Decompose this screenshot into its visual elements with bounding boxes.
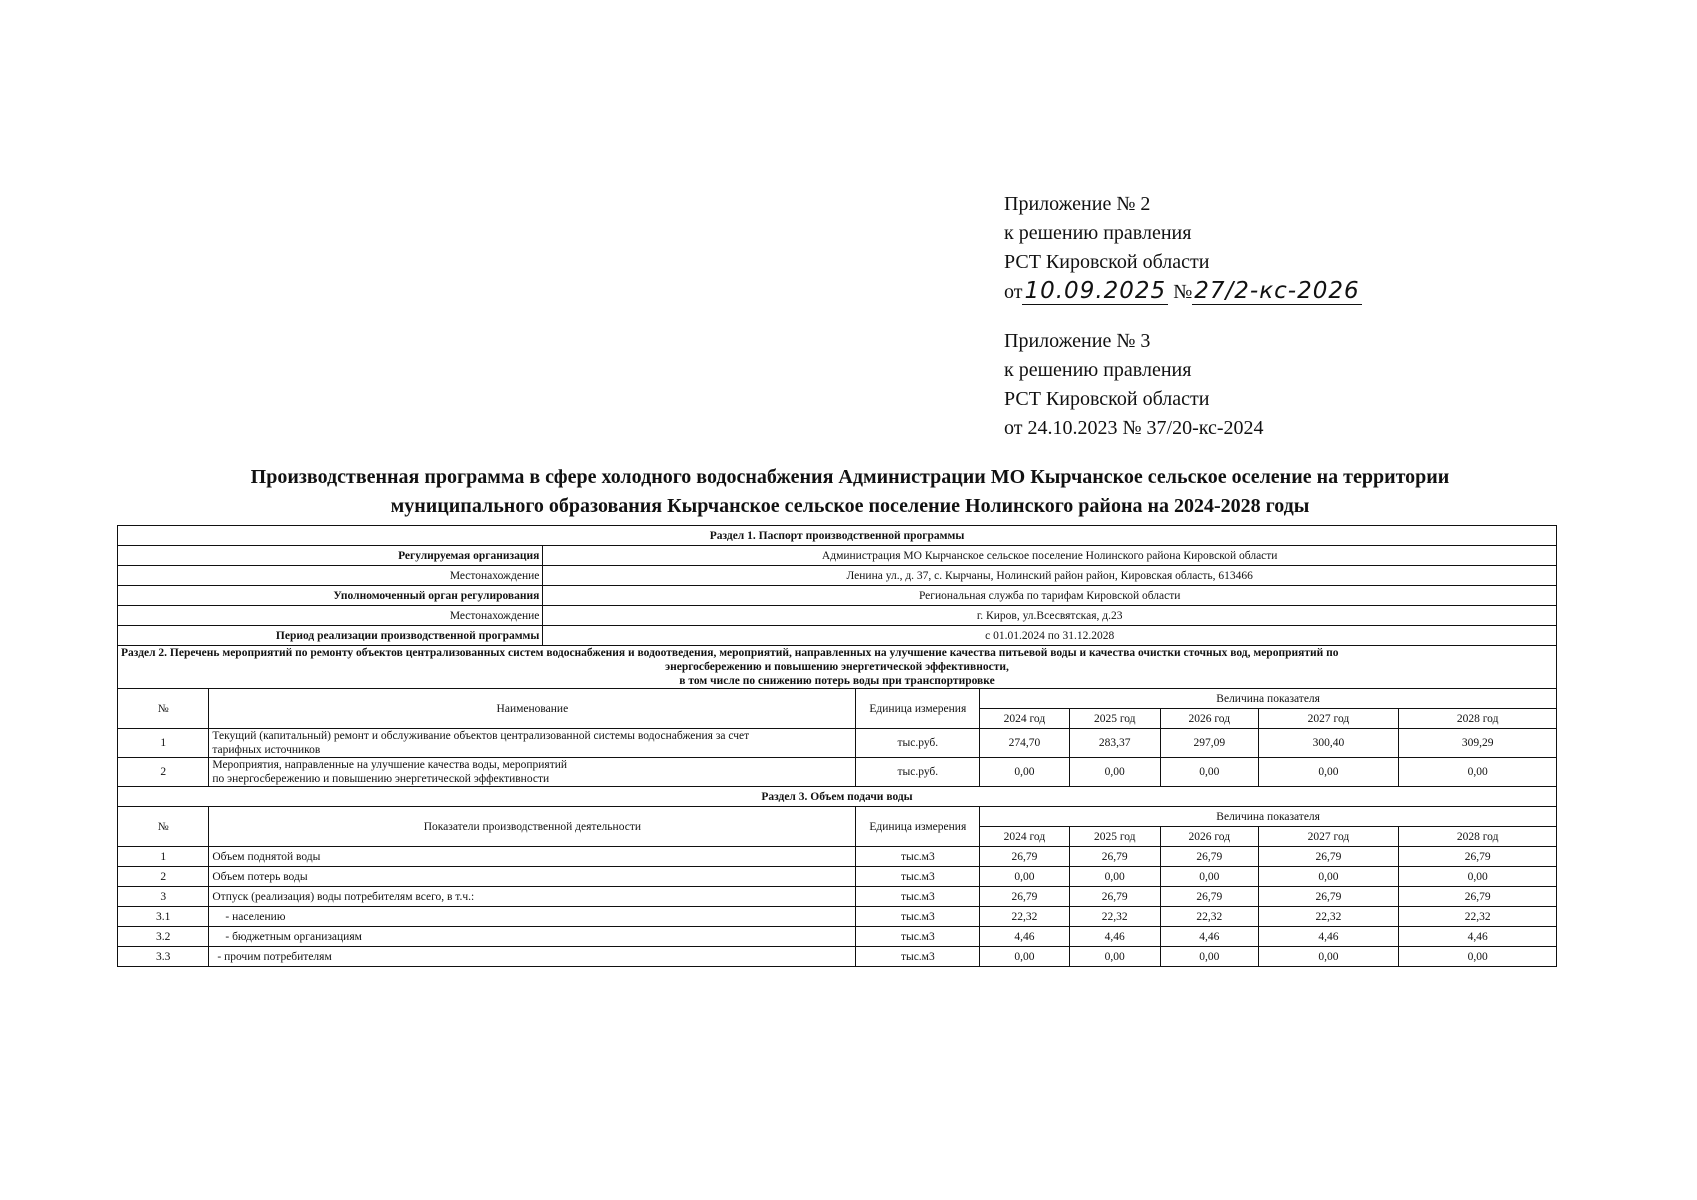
row-value: 0,00 (1160, 947, 1258, 967)
row-value: 22,32 (1160, 907, 1258, 927)
row-value: 0,00 (980, 758, 1069, 787)
row-value: 4,46 (1160, 927, 1258, 947)
column-header-unit: Единица измерения (856, 807, 980, 847)
row-value: 26,79 (1160, 847, 1258, 867)
row-number: 3.3 (118, 947, 209, 967)
row-name-line-2: по энергосбережению и повышению энергетической эффективности (212, 773, 550, 785)
title-line-2: муниципального образования Кырчанское сельское поселение Нолинского района на 2024-2028 годы (390, 495, 1310, 517)
date-prefix: от (1004, 281, 1023, 303)
passport-row (118, 546, 1557, 566)
row-value: 0,00 (1258, 867, 1399, 887)
year-header: 2024 год (980, 827, 1069, 847)
row-value: 0,00 (1258, 947, 1399, 967)
row-name (209, 729, 856, 758)
row-number: 1 (118, 847, 209, 867)
row-value: 26,79 (980, 887, 1069, 907)
annex-2-block (1004, 190, 1362, 307)
annex-3-decision: к решению правления (1004, 359, 1192, 381)
row-unit: тыс.м3 (856, 927, 980, 947)
row-value: 0,00 (980, 947, 1069, 967)
row-value: 4,46 (1069, 927, 1160, 947)
year-header: 2025 год (1069, 709, 1160, 729)
year-header: 2026 год (1160, 709, 1258, 729)
row-value: 26,79 (1160, 887, 1258, 907)
passport-row (118, 606, 1557, 626)
section-1-header-row (118, 526, 1557, 546)
table-row (118, 729, 1557, 758)
row-unit: тыс.руб. (856, 758, 980, 787)
row-value: 0,00 (1160, 758, 1258, 787)
table-row (118, 847, 1557, 867)
handwritten-number: 27/2-кс-2026 (1194, 278, 1360, 304)
row-number: 3.1 (118, 907, 209, 927)
annex-2-date-line (1004, 277, 1362, 307)
row-value: 26,79 (1399, 887, 1557, 907)
row-name: - бюджетным организациям (209, 927, 856, 947)
row-value: 4,46 (1399, 927, 1557, 947)
row-value: 0,00 (1160, 867, 1258, 887)
row-value: 309,29 (1399, 729, 1557, 758)
row-value: 0,00 (1069, 867, 1160, 887)
row-name: Отпуск (реализация) воды потребителям всего, в т.ч.: (209, 887, 856, 907)
passport-label: Местонахождение (118, 566, 543, 586)
year-header: 2027 год (1258, 827, 1399, 847)
year-header: 2026 год (1160, 827, 1258, 847)
row-name: Объем потерь воды (209, 867, 856, 887)
table-row (118, 907, 1557, 927)
row-unit: тыс.руб. (856, 729, 980, 758)
passport-value: Региональная служба по тарифам Кировской области (543, 586, 1557, 606)
row-value: 26,79 (1069, 847, 1160, 867)
annex-2-authority: РСТ Кировской области (1004, 251, 1210, 273)
passport-label: Уполномоченный орган регулирования (118, 586, 543, 606)
table-row (118, 887, 1557, 907)
row-name (209, 758, 856, 787)
row-value: 4,46 (1258, 927, 1399, 947)
row-value: 26,79 (1258, 847, 1399, 867)
row-value: 22,32 (1399, 907, 1557, 927)
section-3-header-row (118, 787, 1557, 807)
section-2-header-row (118, 646, 1557, 689)
row-value: 274,70 (980, 729, 1069, 758)
passport-label: Регулируемая организация (118, 546, 543, 566)
row-value: 0,00 (1069, 758, 1160, 787)
row-unit: тыс.м3 (856, 847, 980, 867)
table-row (118, 867, 1557, 887)
annex-3-block (1004, 327, 1264, 443)
annex-3-title: Приложение № 3 (1004, 330, 1151, 352)
row-value: 4,46 (980, 927, 1069, 947)
row-value: 22,32 (1069, 907, 1160, 927)
row-value: 26,79 (980, 847, 1069, 867)
table-row (118, 947, 1557, 967)
row-value: 26,79 (1399, 847, 1557, 867)
row-unit: тыс.м3 (856, 887, 980, 907)
row-value: 0,00 (1258, 758, 1399, 787)
row-value: 283,37 (1069, 729, 1160, 758)
row-name: Объем поднятой воды (209, 847, 856, 867)
number-prefix: № (1173, 281, 1193, 303)
row-value: 0,00 (980, 867, 1069, 887)
row-name-line-1: Мероприятия, направленные на улучшение качества воды, мероприятий (212, 759, 568, 771)
passport-label: Местонахождение (118, 606, 543, 626)
row-value: 297,09 (1160, 729, 1258, 758)
document-title (150, 463, 1550, 521)
row-value: 26,79 (1258, 887, 1399, 907)
year-header: 2028 год (1399, 827, 1557, 847)
handwritten-date: 10.09.2025 (1024, 278, 1167, 304)
annex-3-authority: РСТ Кировской области (1004, 388, 1210, 410)
column-header-name: Показатели производственной деятельности (209, 807, 856, 847)
row-name: - прочим потребителям (209, 947, 856, 967)
row-value: 22,32 (1258, 907, 1399, 927)
row-unit: тыс.м3 (856, 907, 980, 927)
row-name-line-1: Текущий (капитальный) ремонт и обслуживание объектов централизованной системы водоснабжения за счет (212, 730, 750, 742)
passport-row (118, 566, 1557, 586)
annex-2-title: Приложение № 2 (1004, 193, 1151, 215)
passport-row (118, 586, 1557, 606)
section-2-heading-line-1: Раздел 2. Перечень мероприятий по ремонту объектов централизованных систем водоснабжения и водоотведения, мероприятий, направленных на улучшение качества питьевой воды и качества очистки сточных вод, мероприятий по (121, 647, 1339, 659)
passport-value: Администрация МО Кырчанское сельское поселение Нолинского района Кировской области (543, 546, 1557, 566)
row-number: 1 (118, 729, 209, 758)
row-value: 0,00 (1399, 947, 1557, 967)
row-value: 0,00 (1399, 867, 1557, 887)
section-3-heading: Раздел 3. Объем подачи воды (118, 787, 1557, 807)
section-2-heading-line-3: в том числе по снижению потерь воды при транспортировке (679, 675, 995, 687)
year-header: 2024 год (980, 709, 1069, 729)
row-name: - населению (209, 907, 856, 927)
passport-row (118, 626, 1557, 646)
row-number: 3 (118, 887, 209, 907)
annex-2-decision: к решению правления (1004, 222, 1192, 244)
passport-value: с 01.01.2024 по 31.12.2028 (543, 626, 1557, 646)
section-2-heading-line-2: энергосбережению и повышению энергетической эффективности, (665, 661, 1009, 673)
row-value: 22,32 (980, 907, 1069, 927)
row-name-line-2: тарифных источников (212, 744, 321, 756)
year-header: 2027 год (1258, 709, 1399, 729)
section-3-column-header-row (118, 807, 1557, 827)
column-header-value: Величина показателя (980, 689, 1557, 709)
column-header-name: Наименование (209, 689, 856, 729)
column-header-value: Величина показателя (980, 807, 1557, 827)
column-header-unit: Единица измерения (856, 689, 980, 729)
passport-value: Ленина ул., д. 37, с. Кырчаны, Нолинский район район, Кировская область, 613466 (543, 566, 1557, 586)
year-header: 2025 год (1069, 827, 1160, 847)
row-number: 2 (118, 758, 209, 787)
annex-3-date-line: от 24.10.2023 № 37/20-кс-2024 (1004, 417, 1264, 439)
row-value: 300,40 (1258, 729, 1399, 758)
program-table (117, 525, 1557, 967)
row-value: 26,79 (1069, 887, 1160, 907)
passport-value: г. Киров, ул.Всесвятская, д.23 (543, 606, 1557, 626)
section-1-heading: Раздел 1. Паспорт производственной программы (118, 526, 1557, 546)
title-line-1: Производственная программа в сфере холодного водоснабжения Администрации МО Кырчанское сельское оселение на территории (250, 466, 1450, 488)
column-header-number: № (118, 807, 209, 847)
row-value: 0,00 (1069, 947, 1160, 967)
section-2-column-header-row (118, 689, 1557, 709)
row-unit: тыс.м3 (856, 947, 980, 967)
row-number: 3.2 (118, 927, 209, 947)
row-value: 0,00 (1399, 758, 1557, 787)
row-unit: тыс.м3 (856, 867, 980, 887)
table-row (118, 758, 1557, 787)
section-2-heading (118, 646, 1557, 689)
column-header-number: № (118, 689, 209, 729)
year-header: 2028 год (1399, 709, 1557, 729)
passport-label: Период реализации производственной программы (118, 626, 543, 646)
table-row (118, 927, 1557, 947)
row-number: 2 (118, 867, 209, 887)
